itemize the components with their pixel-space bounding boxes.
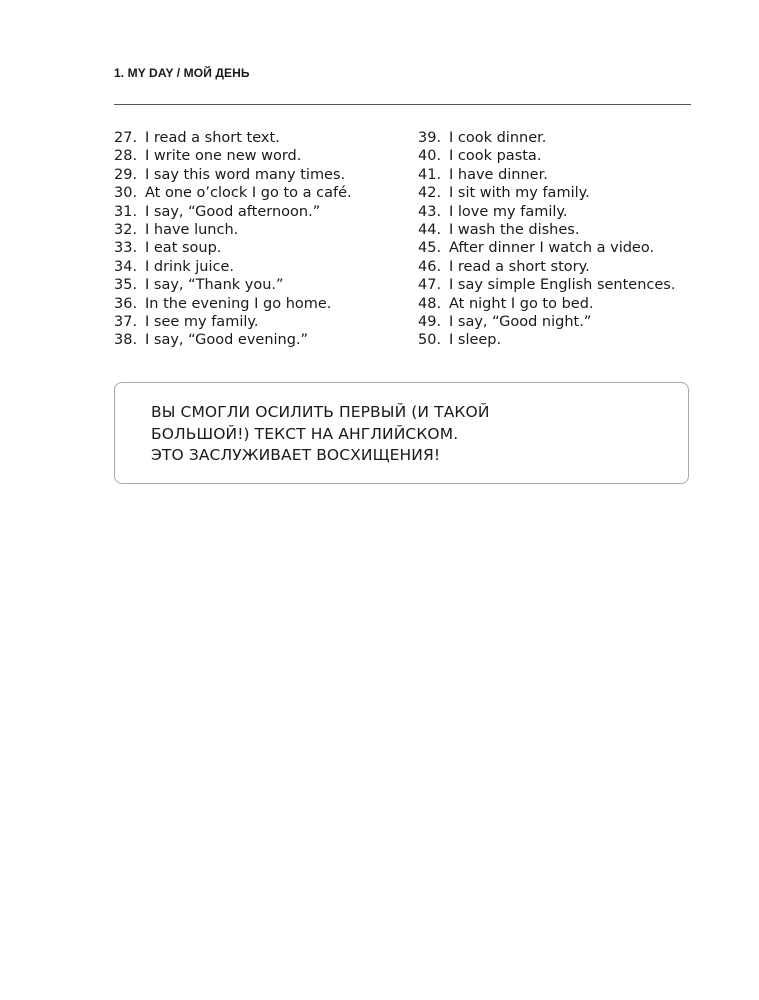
list-item [418,331,675,349]
sentence-list-right [418,129,675,350]
item-text: I eat soup. [145,240,222,257]
item-text: In the evening I go home. [145,295,332,312]
list-item [114,184,352,202]
item-text: At one o’clock I go to a café. [145,185,352,202]
item-text: I write one new word. [145,148,302,165]
list-item [418,295,675,313]
item-number: 40. [418,148,442,165]
header-divider [114,104,691,105]
item-number: 45. [418,240,442,257]
page-title: 1. MY DAY / МОЙ ДЕНЬ [114,66,250,80]
item-number: 43. [418,203,442,220]
item-number: 50. [418,332,442,349]
item-text: I have lunch. [145,222,239,239]
item-text: I say, “Good night.” [449,314,592,331]
encouragement-note-box [114,382,689,484]
list-item [114,258,352,276]
item-number: 35. [114,277,138,294]
item-text: I drink juice. [145,258,235,275]
item-text: I love my family. [449,203,568,220]
item-number: 37. [114,314,138,331]
item-number: 28. [114,148,138,165]
list-item [418,258,675,276]
note-line: ВЫ СМОГЛИ ОСИЛИТЬ ПЕРВЫЙ (И ТАКОЙ [151,403,490,421]
item-text: I sleep. [449,332,502,349]
list-item [114,166,352,184]
item-number: 34. [114,258,138,275]
item-number: 41. [418,166,442,183]
item-number: 49. [418,314,442,331]
item-number: 39. [418,130,442,146]
item-number: 38. [114,332,138,349]
item-number: 27. [114,130,138,146]
item-text: I say simple English sentences. [449,277,676,294]
list-item [114,295,352,313]
item-number: 46. [418,258,442,275]
list-item [114,313,352,331]
item-number: 36. [114,295,138,312]
list-item [418,239,675,257]
item-text: I cook pasta. [449,148,542,165]
encouragement-note-text [151,402,490,467]
item-text: I say, “Thank you.” [145,277,284,294]
item-text: I cook dinner. [449,130,547,146]
item-number: 32. [114,222,138,239]
item-text: I wash the dishes. [449,222,580,239]
list-item [418,313,675,331]
note-line: БОЛЬШОЙ!) ТЕКСТ НА АНГЛИЙСКОМ. [151,424,459,443]
item-number: 48. [418,295,442,312]
list-item [114,331,352,349]
item-text: I say this word many times. [145,166,346,183]
item-number: 30. [114,185,138,202]
item-number: 47. [418,277,442,294]
item-number: 42. [418,185,442,202]
list-item [114,147,352,165]
item-text: At night I go to bed. [449,295,594,312]
item-text: After dinner I watch a video. [449,240,655,257]
item-text: I sit with my family. [449,185,590,202]
item-number: 31. [114,203,138,220]
item-text: I read a short story. [449,258,590,275]
list-item [418,166,675,184]
item-number: 29. [114,166,138,183]
list-item [418,276,675,294]
item-text: I see my family. [145,314,259,331]
list-item [418,129,675,147]
list-item [418,147,675,165]
sentence-list-left [114,129,352,350]
list-item [114,129,352,147]
item-text: I read a short text. [145,130,280,146]
item-number: 33. [114,240,138,257]
list-item [114,276,352,294]
list-item [418,184,675,202]
list-item [114,203,352,221]
item-text: I have dinner. [449,166,548,183]
note-line: ЭТО ЗАСЛУЖИВАЕТ ВОСХИЩЕНИЯ! [151,446,441,464]
list-item [418,203,675,221]
item-text: I say, “Good evening.” [145,332,309,349]
list-item [418,221,675,239]
list-item [114,221,352,239]
list-item [114,239,352,257]
item-text: I say, “Good afternoon.” [145,203,321,220]
item-number: 44. [418,222,442,239]
